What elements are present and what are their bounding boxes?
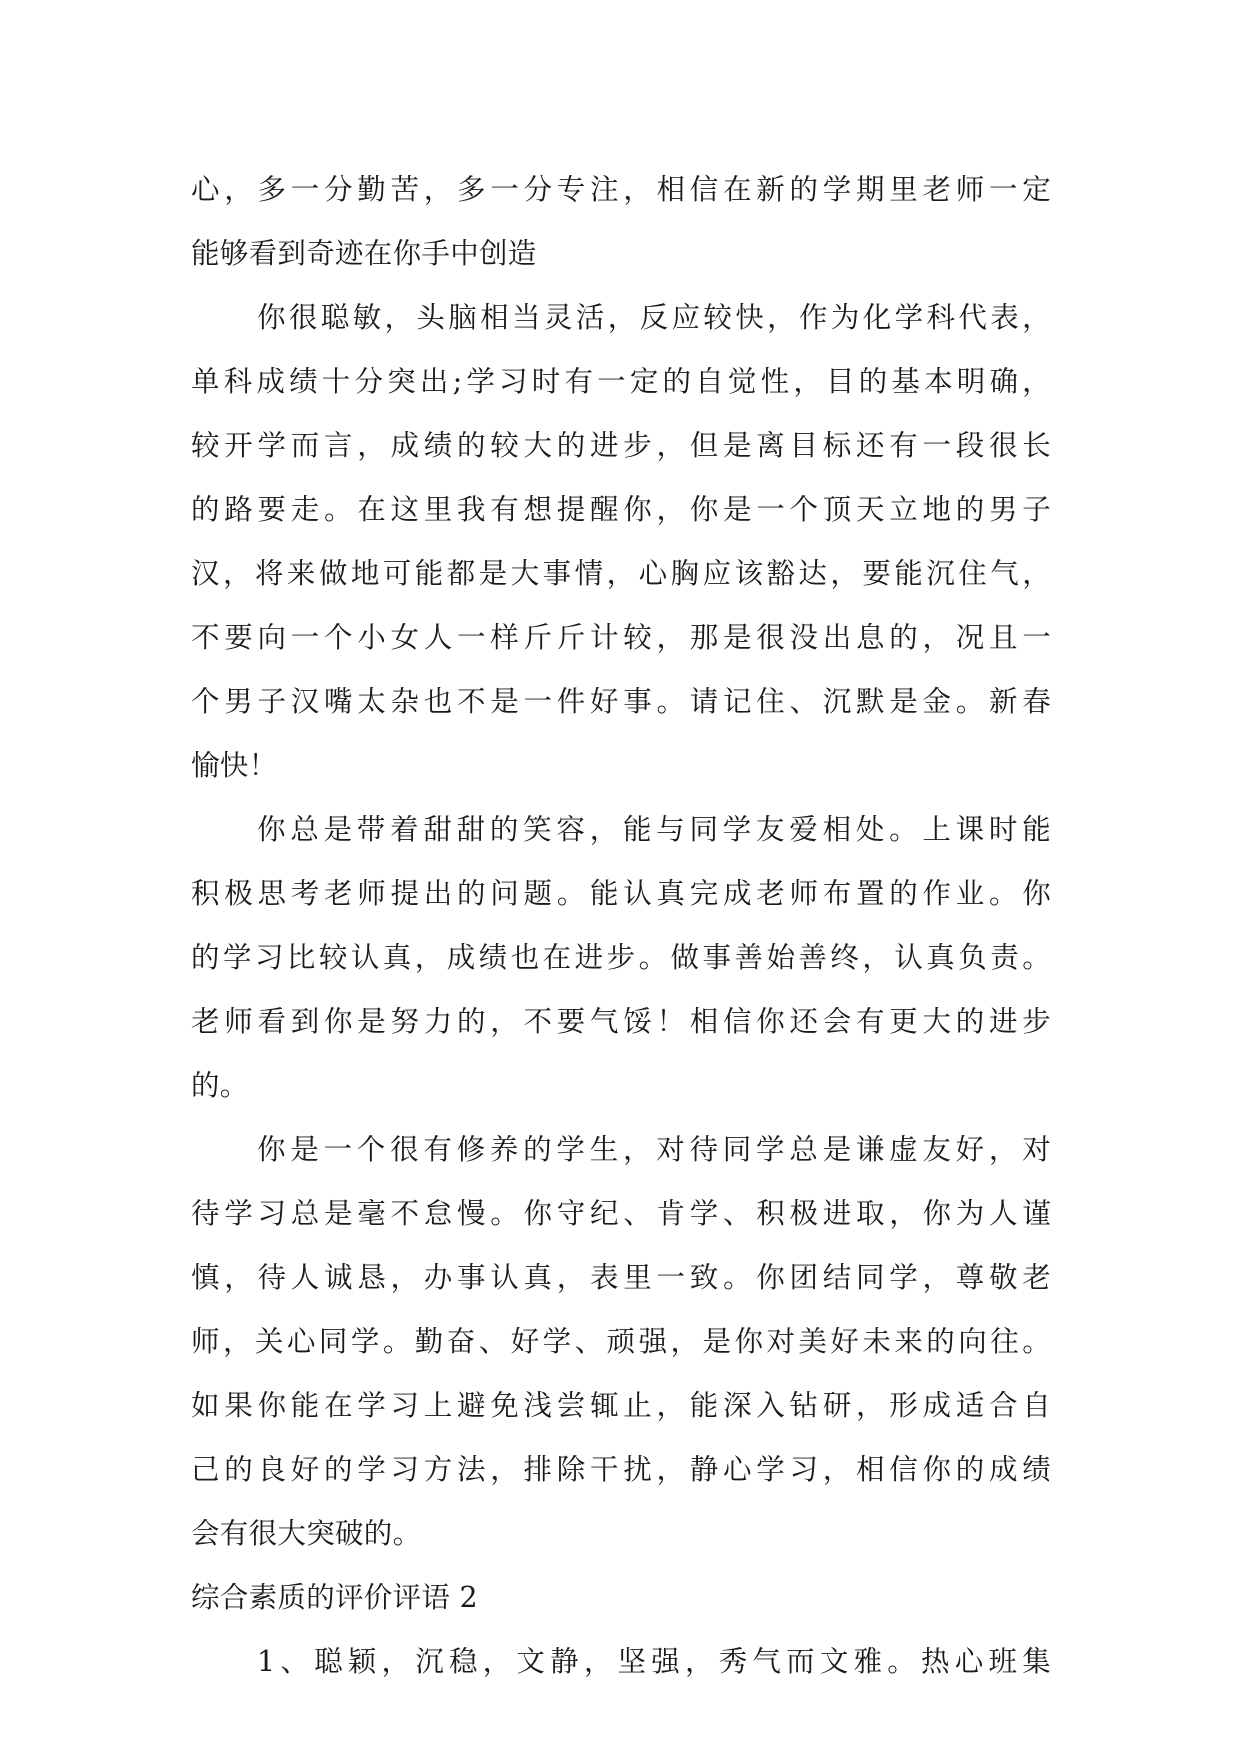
paragraph-start-line: 你是一个很有修养的学生，对待同学总是谦虚友好，对 xyxy=(257,1133,1051,1166)
text-line: 汉，将来做地可能都是大事情，心胸应该豁达，要能沉住气， xyxy=(191,557,1051,590)
text-line: 愉快！ xyxy=(191,749,278,782)
text-line: 较开学而言，成绩的较大的进步，但是离目标还有一段很长 xyxy=(191,429,1051,462)
text-line: 心，多一分勤苦，多一分专注，相信在新的学期里老师一定 xyxy=(191,173,1051,206)
text-line: 不要向一个小女人一样斤斤计较，那是很没出息的，况且一 xyxy=(191,621,1051,654)
text-line: 的学习比较认真，成绩也在进步。做事善始善终，认真负责。 xyxy=(191,941,1051,974)
paragraph-start-line: 你很聪敏，头脑相当灵活，反应较快，作为化学科代表， xyxy=(257,301,1051,334)
text-line: 单科成绩十分突出;学习时有一定的自觉性，目的基本明确， xyxy=(191,365,1051,398)
text-line: 的路要走。在这里我有想提醒你，你是一个顶天立地的男子 xyxy=(191,493,1051,526)
text-line: 师，关心同学。勤奋、好学、顽强，是你对美好未来的向往。 xyxy=(191,1325,1051,1358)
text-line: 个男子汉嘴太杂也不是一件好事。请记住、沉默是金。新春 xyxy=(191,685,1051,718)
text-line: 慎，待人诚恳，办事认真，表里一致。你团结同学，尊敬老 xyxy=(191,1261,1051,1294)
text-line: 能够看到奇迹在你手中创造 xyxy=(191,237,537,270)
text-line: 待学习总是毫不怠慢。你守纪、肯学、积极进取，你为人谨 xyxy=(191,1197,1051,1230)
document-body xyxy=(191,158,1051,1694)
section-heading: 综合素质的评价评语 2 xyxy=(191,1581,478,1614)
paragraph-start-line: 你总是带着甜甜的笑容，能与同学友爱相处。上课时能 xyxy=(257,813,1051,846)
text-line: 会有很大突破的。 xyxy=(191,1517,422,1550)
text-line: 老师看到你是努力的，不要气馁！相信你还会有更大的进步 xyxy=(191,1005,1051,1038)
paragraph-start-line: 1、聪颖，沉稳，文静，坚强，秀气而文雅。热心班集 xyxy=(257,1645,1051,1678)
text-line: 的。 xyxy=(191,1069,249,1102)
text-line: 如果你能在学习上避免浅尝辄止，能深入钻研，形成适合自 xyxy=(191,1389,1051,1422)
text-line: 积极思考老师提出的问题。能认真完成老师布置的作业。你 xyxy=(191,877,1051,910)
text-line: 己的良好的学习方法，排除干扰，静心学习，相信你的成绩 xyxy=(191,1453,1051,1486)
